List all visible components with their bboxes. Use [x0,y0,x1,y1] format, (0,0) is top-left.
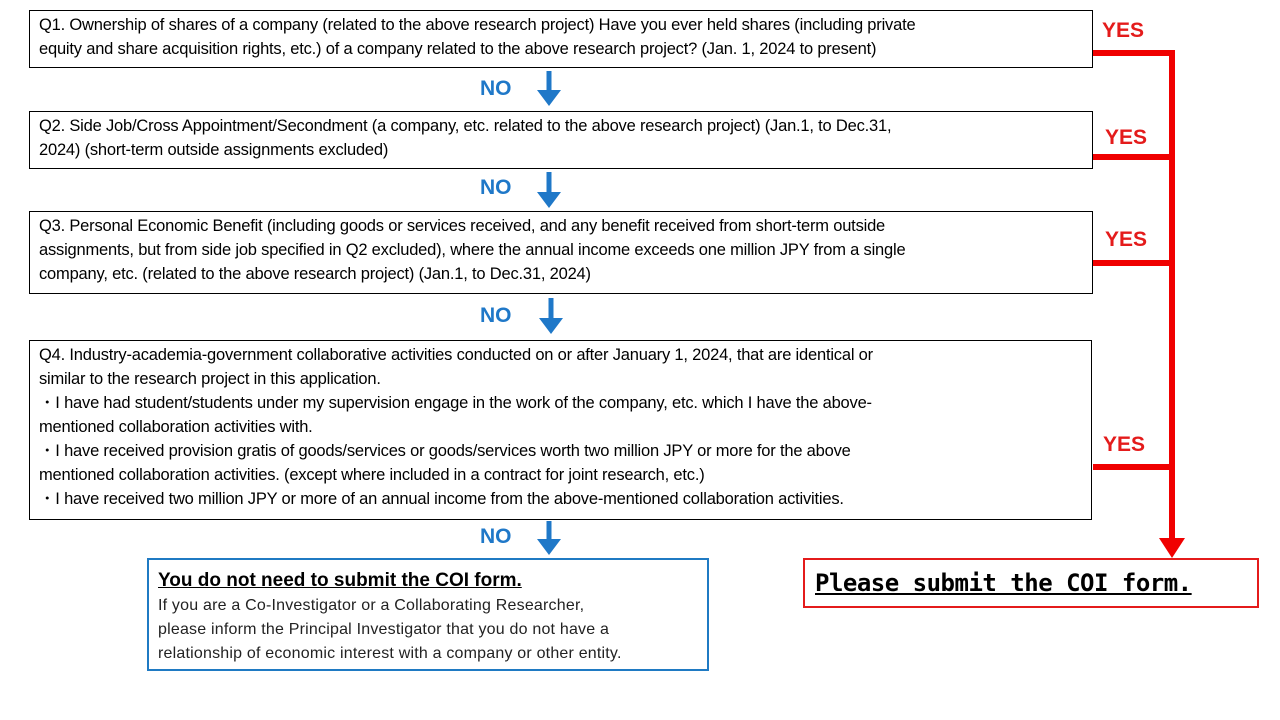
yes-label-q2: YES [1105,126,1148,149]
submit-coi-result-box [803,558,1259,608]
yes-label-q4: YES [1103,433,1146,456]
no-label-q4: NO [480,525,512,548]
question-text-line: company, etc. (related to the above research project) (Jan.1, to Dec.31, 2024) [39,265,591,283]
question-text-line: ・I have received two million JPY or more of an annual income from the above-mentioned collaboration activities. [39,490,844,508]
submit-coi-title: Please submit the COI form. [815,569,1192,597]
question-text-line: assignments, but from side job specified in Q2 excluded), where the annual income exceeds one million JPY from a single [39,241,906,259]
no-submission-result-box [147,558,709,671]
no-submission-text-line: please inform the Principal Investigator that you do not have a [158,621,610,638]
question-text-line: ・I have received provision gratis of goods/services or goods/services worth two million JPY or more for the above [39,442,851,460]
no-label-q1: NO [480,77,512,100]
no-submission-title: You do not need to submit the COI form. [158,570,522,591]
question-box-q2 [29,111,1093,169]
question-box-q1 [29,10,1093,68]
question-text-line: similar to the research project in this application. [39,370,381,388]
yes-label-q3: YES [1105,228,1148,251]
question-text-line: Q3. Personal Economic Benefit (including goods or services received, and any benefit received from short-term outside [39,217,886,235]
no-arrow-q2-q3 [537,172,561,208]
question-text-line: equity and share acquisition rights, etc.) of a company related to the above research project? (Jan. 1, 2024 to present) [39,40,877,58]
question-box-q3 [29,211,1093,294]
no-label-q3: NO [480,304,512,327]
question-box-q4 [29,340,1092,520]
question-text-line: Q1. Ownership of shares of a company (related to the above research project) Have you ever held shares (including private [39,16,916,34]
no-arrow-q3-q4 [539,298,563,334]
question-text-line: mentioned collaboration activities. (except where included in a contract for joint research, etc.) [39,466,705,484]
yes-label-q1: YES [1102,19,1145,42]
no-arrow-q4-result [537,521,561,555]
question-text-line: Q2. Side Job/Cross Appointment/Secondment (a company, etc. related to the above research project) (Jan.1, to Dec.31, [39,117,892,135]
question-text-line: ・I have had student/students under my supervision engage in the work of the company, etc. which I have the above- [39,394,872,412]
question-text-line: 2024) (short-term outside assignments excluded) [39,141,389,159]
no-arrow-q1-q2 [537,71,561,106]
no-label-q2: NO [480,176,512,199]
no-submission-text-line: If you are a Co-Investigator or a Collaborating Researcher, [158,597,585,614]
no-submission-text-line: relationship of economic interest with a company or other entity. [158,645,622,662]
question-text-line: Q4. Industry-academia-government collaborative activities conducted on or after January 1, 2024, that are identical or [39,346,873,364]
question-text-line: mentioned collaboration activities with. [39,418,313,436]
